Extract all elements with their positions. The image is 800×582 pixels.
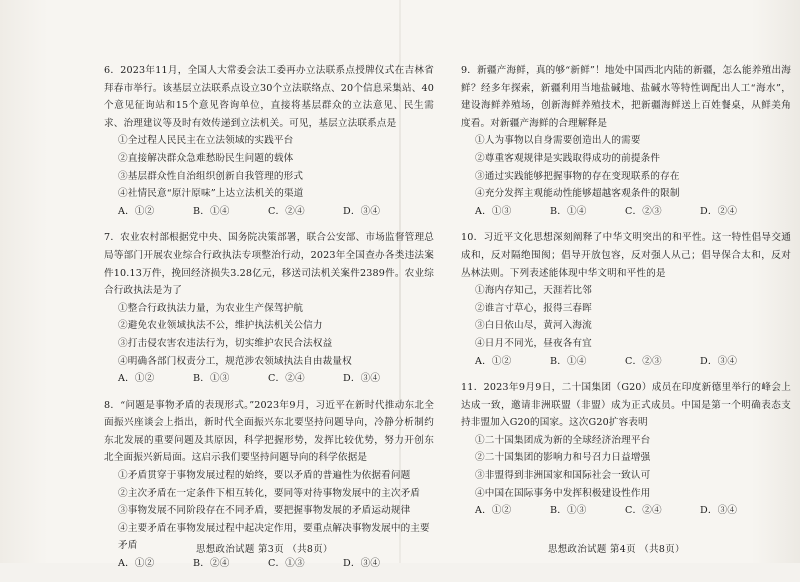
- page-footer-left: 思想政治试题 第3页 （共8页）: [196, 544, 333, 555]
- question-6: [104, 62, 434, 220]
- option-c: C．②③: [625, 205, 662, 217]
- option-a: A．①②: [118, 558, 155, 570]
- option-b: B．①④: [550, 355, 587, 367]
- statement-4: ④充分发挥主观能动性能够超越客观条件的限制: [475, 188, 680, 200]
- question-stem: 7．农业农村部根据党中央、国务院决策部署，联合公安部、市场监督管理总局等部门开展农业综合行政执法专项整治行动，2023年全国查办各类违法案件10.13万件，挽回经济损失3.28亿元，移送司法机关案件2389件。农业综合行政执法是为了: [104, 232, 434, 297]
- question-stem: 8．“问题是事物矛盾的表现形式。”2023年9月，习近平在新时代推动东北全面振兴座谈会上指出，新时代全面振兴东北要坚持问题导向，冷静分析制约东北发展的重要问题及其原因，科学把握形势，发挥比较优势，努力开创东北全面振兴新局面。这启示我们要坚持问题导向的科学依据是: [104, 399, 434, 464]
- statement-2: ②主次矛盾在一定条件下相互转化，要同等对待事物发展中的主次矛盾: [118, 487, 421, 499]
- option-a: A．①②: [475, 505, 512, 517]
- option-a: A．①②: [118, 205, 155, 217]
- option-d: D．②④: [700, 205, 738, 217]
- statement-1: ①全过程人民民主在立法领域的实践平台: [118, 135, 294, 147]
- question-10: [461, 229, 791, 370]
- statement-3: ③事物发展不同阶段存在不同矛盾，要把握事物发展的矛盾运动规律: [118, 505, 411, 517]
- question-9: [461, 62, 791, 220]
- answer-options: [461, 502, 791, 520]
- statement-2: ②尊重客观规律是实践取得成功的前提条件: [475, 152, 661, 164]
- option-b: B．①④: [193, 205, 230, 217]
- statement-1: ①人为事物以自身需要创造出人的需要: [475, 135, 641, 147]
- answer-options: [104, 370, 434, 388]
- statement-1: ①整合行政执法力量，为农业生产保驾护航: [118, 302, 304, 314]
- statement-2: ②二十国集团的影响力和号召力日益增强: [475, 452, 651, 464]
- statement-3: ③非盟得到非洲国家和国际社会一致认可: [475, 470, 651, 482]
- question-11: [461, 379, 791, 520]
- option-d: D．③④: [700, 505, 738, 517]
- option-d: D．③④: [700, 355, 738, 367]
- statement-2: ②谁言寸草心，报得三春晖: [475, 302, 592, 314]
- statement-4: ④明确各部门权责分工，规范涉农领域执法自由裁量权: [118, 355, 352, 367]
- question-stem: 6．2023年11月，全国人大常委会法工委再办立法联系点授牌仪式在吉林省拜春市举行。该基层立法联系点设立30个立法联络点、20个信息采集站、40个意见征询站和15个意见咨询单位，直接将基层群众的立法意见、民生需求、治理建议等及时有效传递到立法机关。可见，基层立法联系点是: [104, 65, 434, 129]
- statement-4: ④日月不同光，昼夜各有宜: [475, 337, 592, 349]
- option-c: C．①③: [268, 558, 305, 570]
- answer-options: [104, 555, 434, 573]
- answer-options: [461, 203, 791, 221]
- statement-3: ③基层群众性自治组织创新自我管理的形式: [118, 170, 304, 182]
- statement-2: ②避免农业领域执法不公，维护执法机关公信力: [118, 320, 323, 332]
- statement-1: ①二十国集团成为新的全球经济治理平台: [475, 434, 651, 446]
- statement-4: ④社情民意“原汁原味”上达立法机关的渠道: [118, 188, 304, 200]
- option-a: A．①②: [475, 355, 512, 367]
- option-a: A．①②: [118, 373, 155, 385]
- option-c: C．②④: [625, 505, 662, 517]
- option-d: D．③④: [343, 205, 381, 217]
- statement-3: ③通过实践能够把握事物的存在变现联系的存在: [475, 170, 680, 182]
- statement-2: ②直接解决群众急难愁盼民生问题的载体: [118, 152, 294, 164]
- option-d: D．③④: [343, 373, 381, 385]
- option-d: D．③④: [343, 558, 381, 570]
- option-b: B．①④: [550, 205, 587, 217]
- option-c: C．②③: [625, 355, 662, 367]
- option-c: C．②④: [268, 205, 305, 217]
- right-page: [461, 62, 791, 529]
- answer-options: [104, 203, 434, 221]
- option-b: B．②④: [193, 558, 230, 570]
- statement-4: ④中国在国际事务中发挥积极建设性作用: [475, 487, 651, 499]
- option-a: A．①③: [475, 205, 512, 217]
- statement-1: ①海内存知己，天涯若比邻: [475, 285, 592, 297]
- statement-3: ③白日依山尽，黄河入海流: [475, 320, 592, 332]
- page-footer-right: 思想政治试题 第4页 （共8页）: [548, 544, 685, 555]
- question-stem: 9．新疆产海鲜，真的够“新鲜”！地处中国西北内陆的新疆，怎么能养殖出海鲜？经多年探索，新疆利用当地盐碱地、盐碱水等特性调配出人工“海水”，建设海鲜养殖场，创新海鲜养殖技术，把新疆海鲜送上百姓餐桌，从鲜美角度看。对新疆产海鲜的合理解释是: [461, 65, 791, 129]
- statement-4: ④主要矛盾在事物发展过程中起决定作用，要重点解决事物发展中的主要矛盾: [118, 522, 430, 552]
- left-page: [104, 62, 434, 582]
- option-c: C．②④: [268, 373, 305, 385]
- statement-3: ③打击侵农害农违法行为，切实维护农民合法权益: [118, 337, 333, 349]
- answer-options: [461, 353, 791, 371]
- question-stem: 11．2023年9月9日，二十国集团（G20）成员在印度新德里举行的峰会上达成一致，邀请非洲联盟（非盟）成为正式成员。中国是第一个明确表态支持非盟加入G20的国家。这次G20扩容表明: [461, 382, 791, 429]
- question-stem: 10．习近平文化思想深刻阐释了中华文明突出的和平性。这一特性倡导交通成和，反对隔绝围阂；倡导开放包容，反对强人从己；倡导保合太和，反对丛林法则。下列表述能体现中华文明和平性的是: [461, 232, 791, 279]
- option-b: B．①③: [193, 373, 230, 385]
- question-7: [104, 229, 434, 387]
- option-b: B．①③: [550, 505, 587, 517]
- statement-1: ①矛盾贯穿于事物发展过程的始终，要以矛盾的普遍性为依据看问题: [118, 470, 411, 482]
